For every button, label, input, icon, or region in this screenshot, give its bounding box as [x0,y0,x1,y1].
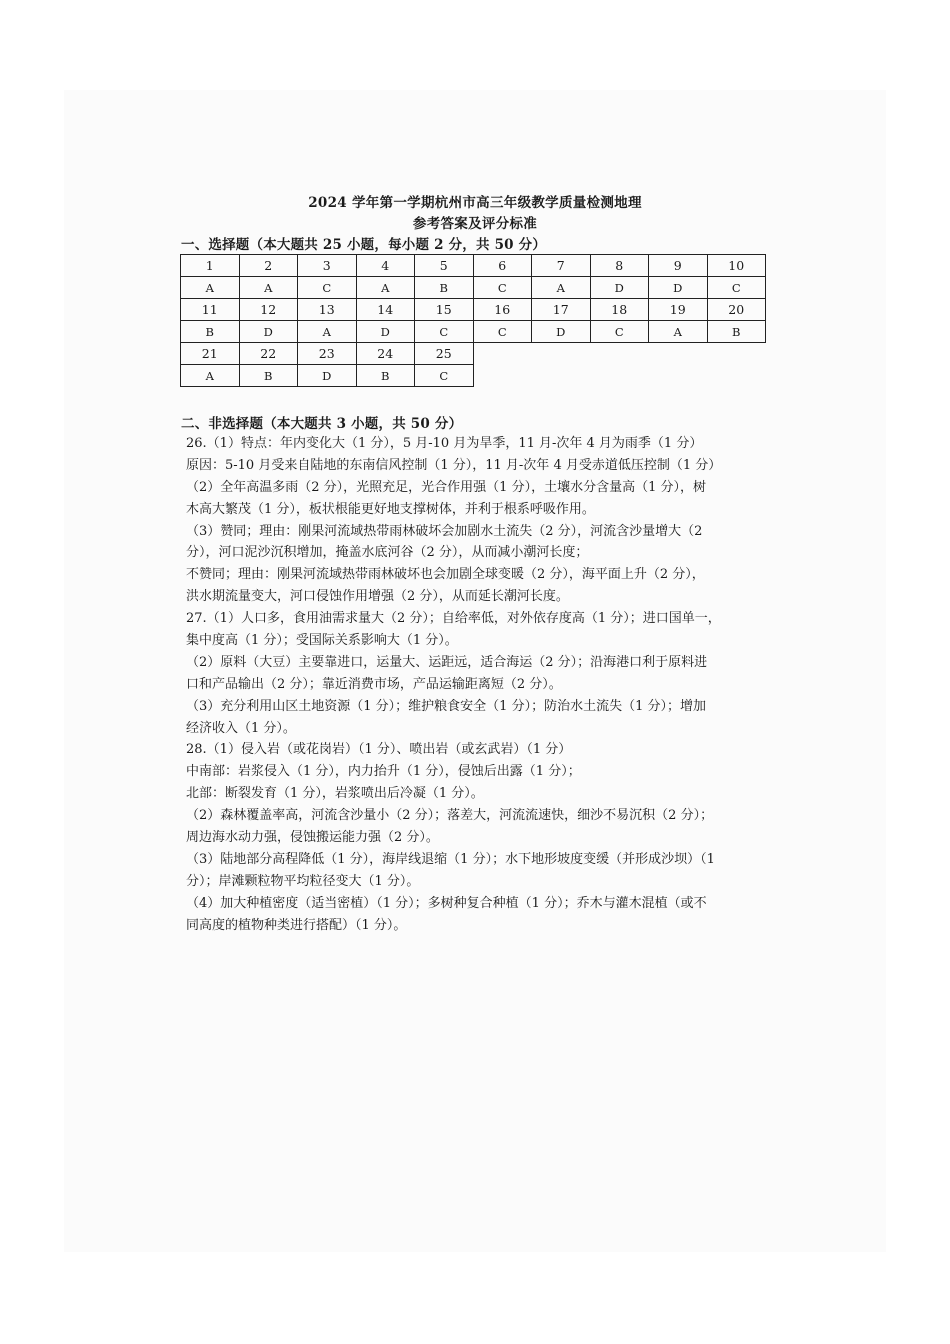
answer-cell: D [356,321,415,343]
text-line: 27.（1）人口多，食用油需求量大（2 分）；自给率低，对外依存度高（1 分）；进口国单一， [186,611,721,627]
text-line: （4）加大种植密度（适当密植）（1 分）；多树种复合种植（1 分）；乔木与灌木混植（或不 [186,895,707,911]
text-line: 洪水期流量变大，河口侵蚀作用增强（2 分），从而延长潮河长度。 [186,589,569,605]
question-number-cell: 5 [415,255,474,277]
question-number-cell: 12 [239,299,298,321]
answer-cell: D [590,277,649,299]
answer-cell: B [356,365,415,387]
answer-cell: C [298,277,357,299]
question-number-cell: 1 [181,255,240,277]
section2-heading: 二、非选择题（本大题共 3 小题，共 50 分） [181,416,463,432]
question-number-cell: 7 [532,255,591,277]
text-line: 经济收入（1 分）。 [186,720,296,736]
document-subtitle: 参考答案及评分标准 [412,216,538,232]
empty-cell [473,343,532,365]
question-number-cell: 23 [298,343,357,365]
answer-cell: D [649,277,708,299]
answer-cell: A [298,321,357,343]
answer-cell: D [239,321,298,343]
answer-cell: C [415,321,474,343]
answer-table-answer-row [181,277,766,299]
question-number-cell: 6 [473,255,532,277]
empty-cell [707,365,766,387]
answer-table-answer-row [181,365,766,387]
answer-cell: D [532,321,591,343]
empty-cell [649,343,708,365]
answer-cell: A [239,277,298,299]
empty-cell [532,343,591,365]
empty-cell [590,343,649,365]
question-number-cell: 16 [473,299,532,321]
text-line: 分）；岸滩颗粒物平均粒径变大（1 分）。 [186,873,420,889]
text-line: 不赞同；理由：刚果河流域热带雨林破坏也会加剧全球变暖（2 分），海平面上升（2 分）， [186,567,705,583]
answer-cell: B [415,277,474,299]
question-number-cell: 15 [415,299,474,321]
text-line: 中南部：岩浆侵入（1 分），内力抬升（1 分），侵蚀后出露（1 分）； [186,764,581,780]
empty-cell [473,365,532,387]
empty-cell [590,365,649,387]
text-line: （3）赞同；理由：刚果河流域热带雨林破坏会加剧水土流失（2 分），河流含沙量增大（2 [186,523,703,539]
question-number-cell: 4 [356,255,415,277]
text-line: （2）原料（大豆）主要靠进口，运量大、运距远，适合海运（2 分）；沿海港口利于原料进 [186,654,708,670]
answer-table-number-row [181,255,766,277]
text-line: 28.（1）侵入岩（或花岗岩）（1 分）、喷出岩（或玄武岩）（1 分） [186,742,572,758]
text-line: 木高大繁茂（1 分），板状根能更好地支撑树体，并利于根系呼吸作用。 [186,501,595,517]
question-number-cell: 24 [356,343,415,365]
section1-heading: 一、选择题（本大题共 25 小题，每小题 2 分，共 50 分） [181,237,547,253]
question-number-cell: 3 [298,255,357,277]
question-number-cell: 22 [239,343,298,365]
text-line: （2）森林覆盖率高，河流含沙量小（2 分）；落差大，河流流速快，细沙不易沉积（2 分）； [186,808,714,824]
text-line: （3）陆地部分高程降低（1 分），海岸线退缩（1 分）；水下地形坡度变缓（并形成沙坝）（1 [186,851,715,867]
answer-cell: A [181,365,240,387]
answer-table-number-row [181,343,766,365]
answer-table [180,254,766,387]
answer-cell: D [298,365,357,387]
question-number-cell: 25 [415,343,474,365]
text-line: 集中度高（1 分）；受国际关系影响大（1 分）。 [186,633,458,649]
question-number-cell: 20 [707,299,766,321]
answer-cell: C [707,277,766,299]
answer-cell: C [473,321,532,343]
question-number-cell: 17 [532,299,591,321]
text-line: 周边海水动力强，侵蚀搬运能力强（2 分）。 [186,830,439,846]
answer-text-body [186,433,786,936]
question-number-cell: 2 [239,255,298,277]
text-line: （2）全年高温多雨（2 分），光照充足，光合作用强（1 分），土壤水分含量高（1 分），树 [186,479,706,495]
answer-cell: B [707,321,766,343]
answer-cell: A [649,321,708,343]
document-title: 2024 学年第一学期杭州市高三年级教学质量检测地理 [308,195,642,211]
answer-cell: A [181,277,240,299]
answer-cell: C [590,321,649,343]
answer-cell: C [415,365,474,387]
question-number-cell: 13 [298,299,357,321]
question-number-cell: 11 [181,299,240,321]
empty-cell [649,365,708,387]
answer-cell: A [356,277,415,299]
empty-cell [707,343,766,365]
text-line: 分），河口泥沙沉积增加，掩盖水底河谷（2 分），从而减小潮河长度； [186,545,589,561]
text-line: 同高度的植物种类进行搭配）（1 分）。 [186,917,407,933]
answer-cell: B [181,321,240,343]
question-number-cell: 18 [590,299,649,321]
question-number-cell: 14 [356,299,415,321]
question-number-cell: 8 [590,255,649,277]
answer-table-answer-row [181,321,766,343]
text-line: 北部：断裂发育（1 分），岩浆喷出后冷凝（1 分）。 [186,786,484,802]
answer-cell: A [532,277,591,299]
answer-cell: B [239,365,298,387]
empty-cell [532,365,591,387]
question-number-cell: 21 [181,343,240,365]
question-number-cell: 10 [707,255,766,277]
text-line: 26.（1）特点：年内变化大（1 分），5 月-10 月为旱季，11 月-次年 4 月为雨季（1 分） [186,436,703,451]
text-line: （3）充分利用山区土地资源（1 分）；维护粮食安全（1 分）；防治水土流失（1 分）；增加 [186,698,706,714]
text-line: 原因：5-10 月受来自陆地的东南信风控制（1 分），11 月-次年 4 月受赤道低压控制（1 分） [186,457,722,473]
answer-table-number-row [181,299,766,321]
answer-cell: C [473,277,532,299]
question-number-cell: 19 [649,299,708,321]
question-number-cell: 9 [649,255,708,277]
text-line: 口和产品输出（2 分）；靠近消费市场，产品运输距离短（2 分）。 [186,676,562,692]
